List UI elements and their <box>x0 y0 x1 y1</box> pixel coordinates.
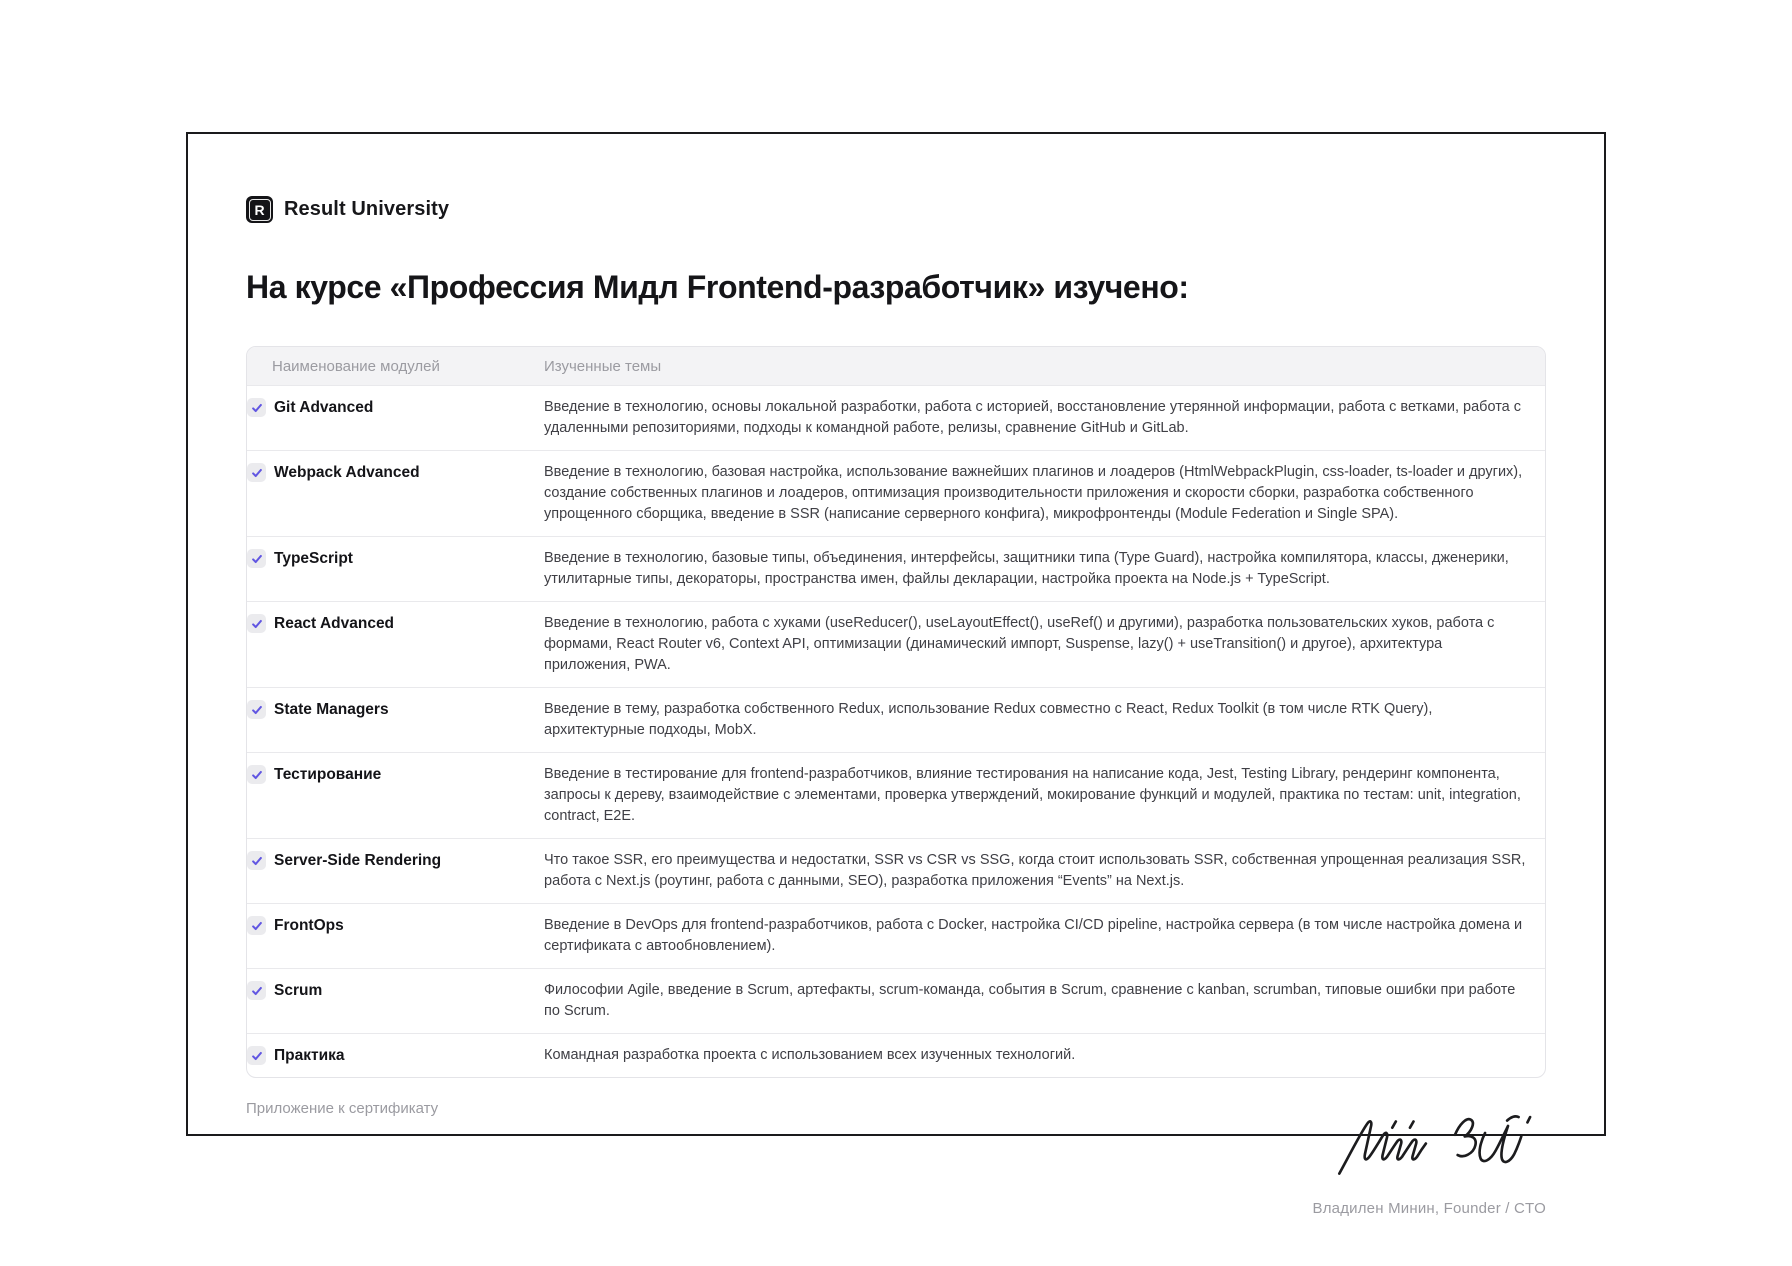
module-name: Scrum <box>274 982 323 999</box>
result-university-logo-icon <box>246 196 273 223</box>
module-topics: Что такое SSR, его преимущества и недостатки, SSR vs CSR vs SSG, когда стоит использовать SSR, собственная упрощенная реализация SSR, работа с Next.js (роутинг, работа с данными, SEO), разработка приложения “Events” на Next.js. <box>544 852 1526 889</box>
checkmark-icon <box>247 765 266 784</box>
table-row <box>247 601 1545 687</box>
checkmark-icon <box>247 1046 266 1065</box>
footer <box>246 1078 1546 1217</box>
logo-letter: R <box>254 201 265 218</box>
modules-table-body <box>247 385 1545 1077</box>
certificate-card <box>186 132 1606 1217</box>
checkmark-icon <box>247 614 266 633</box>
module-topics: Введение в тему, разработка собственного Redux, использование Redux совместно с React, Redux Toolkit (в том числе RTK Query), архитектурные подходы, MobX. <box>544 701 1433 738</box>
checkmark-icon <box>247 398 266 417</box>
module-topics: Философии Agile, введение в Scrum, артефакты, scrum-команда, события в Scrum, сравнение с kanban, scrumban, типовые ошибки при работе по Scrum. <box>544 982 1516 1019</box>
module-cell <box>247 451 544 536</box>
brand-name: Result University <box>284 198 450 220</box>
module-cell <box>247 969 544 1033</box>
module-name: State Managers <box>274 701 389 718</box>
checkmark-icon <box>247 463 266 482</box>
module-name: React Advanced <box>274 615 395 632</box>
module-topics: Введение в технологию, базовые типы, объединения, интерфейсы, защитники типа (Type Guard), настройка компилятора, классы, дженерики, утилитарные типы, декораторы, пространства имен, файлы декларации, настройка проекта на Node.js + TypeScript. <box>544 550 1509 587</box>
module-topics: Введение в технологию, работа с хуками (useReducer(), useLayoutEffect(), useRef() и другими), разработка пользовательских хуков, работа с формами, React Router v6, Context API, оптимизации (динамический импорт, Suspense, lazy() + useTransition() и другое), архитектура приложения, PWA. <box>544 615 1495 673</box>
table-row <box>247 385 1545 450</box>
certificate-note: Приложение к сертификату <box>246 1100 439 1117</box>
module-cell <box>247 753 544 838</box>
checkmark-icon <box>247 981 266 1000</box>
module-name: TypeScript <box>274 550 353 567</box>
table-row <box>247 450 1545 536</box>
signature-image <box>1334 1108 1546 1188</box>
module-name: Практика <box>274 1047 345 1064</box>
module-name: FrontOps <box>274 917 344 934</box>
table-row <box>247 968 1545 1033</box>
checkmark-icon <box>247 851 266 870</box>
table-row <box>247 752 1545 838</box>
module-name: Server-Side Rendering <box>274 852 442 869</box>
column-header-modules: Наименование модулей <box>272 357 440 375</box>
module-name: Webpack Advanced <box>274 464 420 481</box>
module-topics: Введение в технологию, базовая настройка, использование важнейших плагинов и лоадеров (HtmlWebpackPlugin, css-loader, ts-loader и других), создание собственных плагинов и лоадеров, оптимизация производительности приложения и скорости сборки, разработка собственного упрощенного сборщика, введение в SSR (написание серверного конфига), микрофронтенды (Module Federation и Single SPA). <box>544 464 1523 522</box>
module-cell <box>247 386 544 450</box>
table-row <box>247 838 1545 903</box>
table-row <box>247 903 1545 968</box>
module-name: Git Advanced <box>274 399 374 416</box>
module-cell <box>247 1034 544 1077</box>
column-header-topics: Изученные темы <box>544 357 662 375</box>
table-row <box>247 687 1545 752</box>
checkmark-icon <box>247 549 266 568</box>
modules-table <box>246 346 1546 1078</box>
table-row <box>247 1033 1545 1077</box>
checkmark-icon <box>247 916 266 935</box>
module-cell <box>247 537 544 601</box>
module-cell <box>247 904 544 968</box>
signatory-name: Владилен Минин, Founder / CTO <box>1312 1200 1546 1217</box>
table-header <box>247 347 1545 385</box>
signature-block <box>1313 1108 1547 1217</box>
module-topics: Командная разработка проекта с использованием всех изученных технологий. <box>544 1047 1076 1063</box>
module-topics: Введение в технологию, основы локальной разработки, работа с историей, восстановление утерянной информации, работа с ветками, работа с удаленными репозиториями, подходы к командной работе, релизы, сравнение GitHub и GitLab. <box>544 399 1522 436</box>
page-title: На курсе «Профессия Мидл Frontend-разработчик» изучено: <box>246 269 1189 305</box>
table-row <box>247 536 1545 601</box>
module-cell <box>247 602 544 687</box>
checkmark-icon <box>247 700 266 719</box>
module-topics: Введение в DevOps для frontend-разработчиков, работа с Docker, настройка CI/CD pipeline, настройка сервера (в том числе настройка домена и сертификата с автообновлением). <box>544 917 1523 954</box>
module-name: Тестирование <box>274 766 382 783</box>
module-cell <box>247 839 544 903</box>
module-topics: Введение в тестирование для frontend-разработчиков, влияние тестирования на написание кода, Jest, Testing Library, рендеринг компонента, запросы к дереву, взаимодействие с элементами, проверка утверждений, мокирование функций и модулей, практика по тестам: unit, integration, contract, E2E. <box>544 766 1521 824</box>
brand <box>246 196 1546 223</box>
module-cell <box>247 688 544 752</box>
